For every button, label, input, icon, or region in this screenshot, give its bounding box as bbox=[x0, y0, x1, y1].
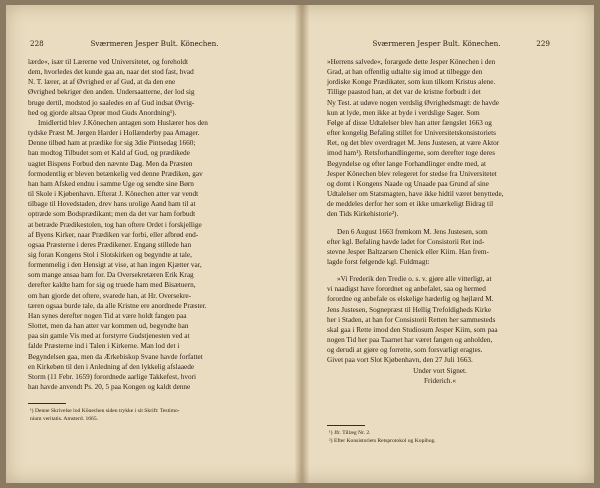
text-line: Ny Test. at udøve nogen verdslig Øvrighedsmagt: de havde bbox=[327, 98, 499, 107]
text-line: at betræde Prædikestolen, tog han oftere Ordet i forskjellige bbox=[28, 220, 202, 229]
text-line: Denne tilbød ham at prædike for sig 3die Pintsedag 1660; bbox=[28, 139, 196, 148]
text-line: efter kgl. Befaling havde ladet for Consistorii Ret ind- bbox=[327, 237, 485, 246]
text-line: ogsaa Præsterne i deres Prædikener. Engang stillede han bbox=[28, 240, 192, 249]
text-line: tydske Præst M. Jørgen Harder i Hollænderby paa Amager. bbox=[28, 129, 200, 138]
text-line: »Vi Frederik den Tredie o. s. v. gjøre alle vitterligt, at bbox=[337, 275, 492, 284]
text-line: Jesper Könechen blev relegeret for stedse fra Universitetet bbox=[327, 169, 497, 178]
text-line: kun at lyde, men ikke at byde i verdslige Sager. Som bbox=[327, 108, 480, 117]
text-line: Tillige paastod han, at det var de kristne forbudt i det bbox=[327, 88, 481, 97]
right-page bbox=[309, 5, 594, 483]
text-line: Givet paa vort Slot Kjøbenhavn, den 27 Juli 1663. bbox=[327, 356, 473, 365]
left-footnotes bbox=[30, 408, 276, 423]
text-line: hed og gjorde altsaa Oprør mod Guds Anordning¹). bbox=[28, 108, 177, 117]
running-title: Sværmeren Jesper Bult. Könechen. bbox=[90, 39, 219, 48]
text-line: Imidlertid blev J.Könechen antagen som Huslærer hos den bbox=[38, 118, 208, 127]
paragraph-gap bbox=[327, 267, 553, 274]
running-title: Sværmeren Jesper Bult. Könechen. bbox=[372, 39, 501, 48]
text-line: uagtet Bispens Forbud den nævnte Dag. Men da Præsten bbox=[28, 159, 193, 168]
signature-line: Friderich.« bbox=[423, 376, 456, 385]
text-line: imod ham¹). Retsforhandlingerne, som derefter toge deres bbox=[327, 149, 496, 158]
text-line: lagde forst følgende kgl. Fuldmagt: bbox=[327, 257, 430, 266]
footnote-rule bbox=[327, 425, 365, 426]
right-page-header bbox=[309, 39, 594, 49]
page-number: 229 bbox=[536, 39, 550, 48]
text-line: Øvrighed bekriger den anden. Undersaatterne, der lod sig bbox=[28, 88, 195, 97]
right-footnotes bbox=[329, 430, 553, 445]
text-line: han havde anvendt Ps. 20, 5 paa Kongen og kaldt denne bbox=[28, 383, 191, 391]
left-page bbox=[6, 5, 295, 483]
text-line: den Tids Kirkehistorie²). bbox=[327, 210, 399, 219]
text-line: om han gjorde det oftere, svarede han, at Hr. Oversekre- bbox=[28, 291, 192, 300]
footnote-line: nium veritatis. Amsterd. 1665. bbox=[30, 415, 99, 422]
left-page-header bbox=[6, 39, 295, 49]
text-line: en Kirkebøn til den i Anledning af den lykkelig afslaaede bbox=[28, 362, 195, 371]
text-line: og derudi at gjøre og forrette, som forsvarligt eragtes. bbox=[327, 346, 483, 355]
text-line: her i Staden, at han for Consistorii Retten her sammesteds bbox=[327, 315, 496, 324]
text-line: derefter kaldte ham for sig og truede ham med Bisætuern, bbox=[28, 281, 196, 290]
signature-line: Under vort Signet. bbox=[413, 366, 467, 375]
book-gutter bbox=[295, 5, 309, 483]
text-line: tilbage til Hovedstaden, drev hans urolige Aand ham til at bbox=[28, 200, 196, 209]
right-body-text bbox=[327, 57, 553, 386]
text-line: vi naadigst have forordnet og anbefalet, saa og hermed bbox=[327, 285, 486, 294]
text-line: af Byens Kirker, naar Prædiken var forbi, eller afbrød end- bbox=[28, 230, 199, 239]
text-line: Udtalelser om Statsmagten, have ikke hidtil været benyttede, bbox=[327, 190, 504, 199]
text-line: Den 6 August 1663 fremkom M. Jens Justesen, som bbox=[337, 227, 488, 236]
text-line: Grad, at han offentlig udtalte sig imod at tilbegge den bbox=[327, 68, 483, 77]
text-line: han ham Afsked endnu i samme Uge og sendte sine Børn bbox=[28, 179, 194, 188]
text-line: »Herrens salvede«, forargede dette Jesper Könechen i den bbox=[327, 58, 496, 66]
text-line: skal gaa i Rette imod den Studiosum Jesper Kiim, som paa bbox=[327, 325, 498, 334]
text-line: falde Præsterne ind i Talen i Kirkerne. Man lod det i bbox=[28, 342, 180, 351]
text-line: efter kongelig Befaling stillet for Universitetskonsistoriets bbox=[327, 129, 496, 138]
text-line: Ret, og det blev overdraget M. Jens Justesen, at være Aktor bbox=[327, 139, 500, 148]
text-line: Jens Justesen, Sognepræst til Hellig Trefoldigheds Kirke bbox=[327, 305, 492, 314]
footnote-rule bbox=[28, 403, 66, 404]
text-line: forordne og anbefale os elskelige hæderlig og højlærd M. bbox=[327, 295, 494, 304]
text-line: N. T. lærer, at af Øvrighed er af Gud, at da den ene bbox=[28, 78, 176, 87]
text-line: lærde«, især til Lærerne ved Universitetet, og foreholdt bbox=[28, 58, 189, 66]
paragraph-gap bbox=[327, 220, 553, 227]
text-line: tæren ogsaa burde tale, da alle Kristne ere anordnede Præster. bbox=[28, 301, 207, 310]
book-spread bbox=[6, 5, 594, 483]
text-line: stevne Jesper Baltzarsen Chenick eller Kiim. Han frem- bbox=[327, 247, 489, 256]
text-line: bruge dertil, modstod jo saaledes en af Gud indsat Øvrig- bbox=[28, 98, 195, 107]
footnote-line: ¹) Denne Skrivelse lod Könechen siden trykke i sit Skrift: Testimo- bbox=[30, 408, 180, 414]
text-line: Følge af disse Udtalelser blev han atter fængslet 1663 og bbox=[327, 118, 492, 127]
text-line: formodentlig er bleven betænkelig ved denne Prædiken, gav bbox=[28, 169, 203, 178]
text-line: Begyndelsen gaa, men da Ærkebiskop Svane havde forfattet bbox=[28, 352, 203, 361]
text-line: Slottet, men da han atter var kommen ud, begyndte han bbox=[28, 322, 189, 331]
text-line: paa sin gamle Vis med at forstyrre Gudstjenesten ved at bbox=[28, 332, 190, 341]
text-line: de meddeles derfor her som et ikke umærkeligt Bidrag til bbox=[327, 200, 494, 209]
page-number: 228 bbox=[30, 39, 44, 48]
text-line: som mange ansaa ham for. Da Oversekretæren Erik Krag bbox=[28, 271, 194, 280]
text-line: Han synes derefter nogen Tid at være holdt fangen paa bbox=[28, 311, 187, 320]
text-line: nogen Tid her paa Taarnet har været fangen og anholden, bbox=[327, 336, 493, 345]
left-body-text bbox=[28, 57, 276, 392]
text-line: sig foran Kongens Stol i Slotskirken og begyndte at tale, bbox=[28, 250, 192, 259]
text-line: og domt i Kongens Naade og Unaade paa Grund af sine bbox=[327, 179, 489, 188]
text-line: til Skole i Kjøbenhavn. Efterat J. Könechen atter var vendt bbox=[28, 190, 199, 199]
text-line: formenmelig i den Hensigt at vise, at han ingen Kjætter var, bbox=[28, 261, 202, 270]
text-line: Storm (11 Febr. 1659) forordnede aarlige Takkefest, hvori bbox=[28, 372, 197, 381]
text-line: optræde som Bodsprædikant; men da det var ham forbudt bbox=[28, 210, 196, 219]
footnote-line: ²) Efter Konsistoriets Retsprotokol og Kopibog. bbox=[329, 437, 436, 444]
text-line: dem, hvorledes det kunde gaa an, naar det stod fast, hvad bbox=[28, 68, 194, 77]
text-line: jordiske Konge Prædikater, som kun tilkom Kristus alene. bbox=[327, 78, 496, 87]
text-line: Begyndelse og efter lange Forhandlinger endte med, at bbox=[327, 159, 487, 168]
footnote-line: ¹) Jfr. Tillæg Nr. 2. bbox=[329, 430, 371, 436]
text-line: han modtog Tilbudet som et Kald af Gud, og prædikede bbox=[28, 149, 190, 158]
